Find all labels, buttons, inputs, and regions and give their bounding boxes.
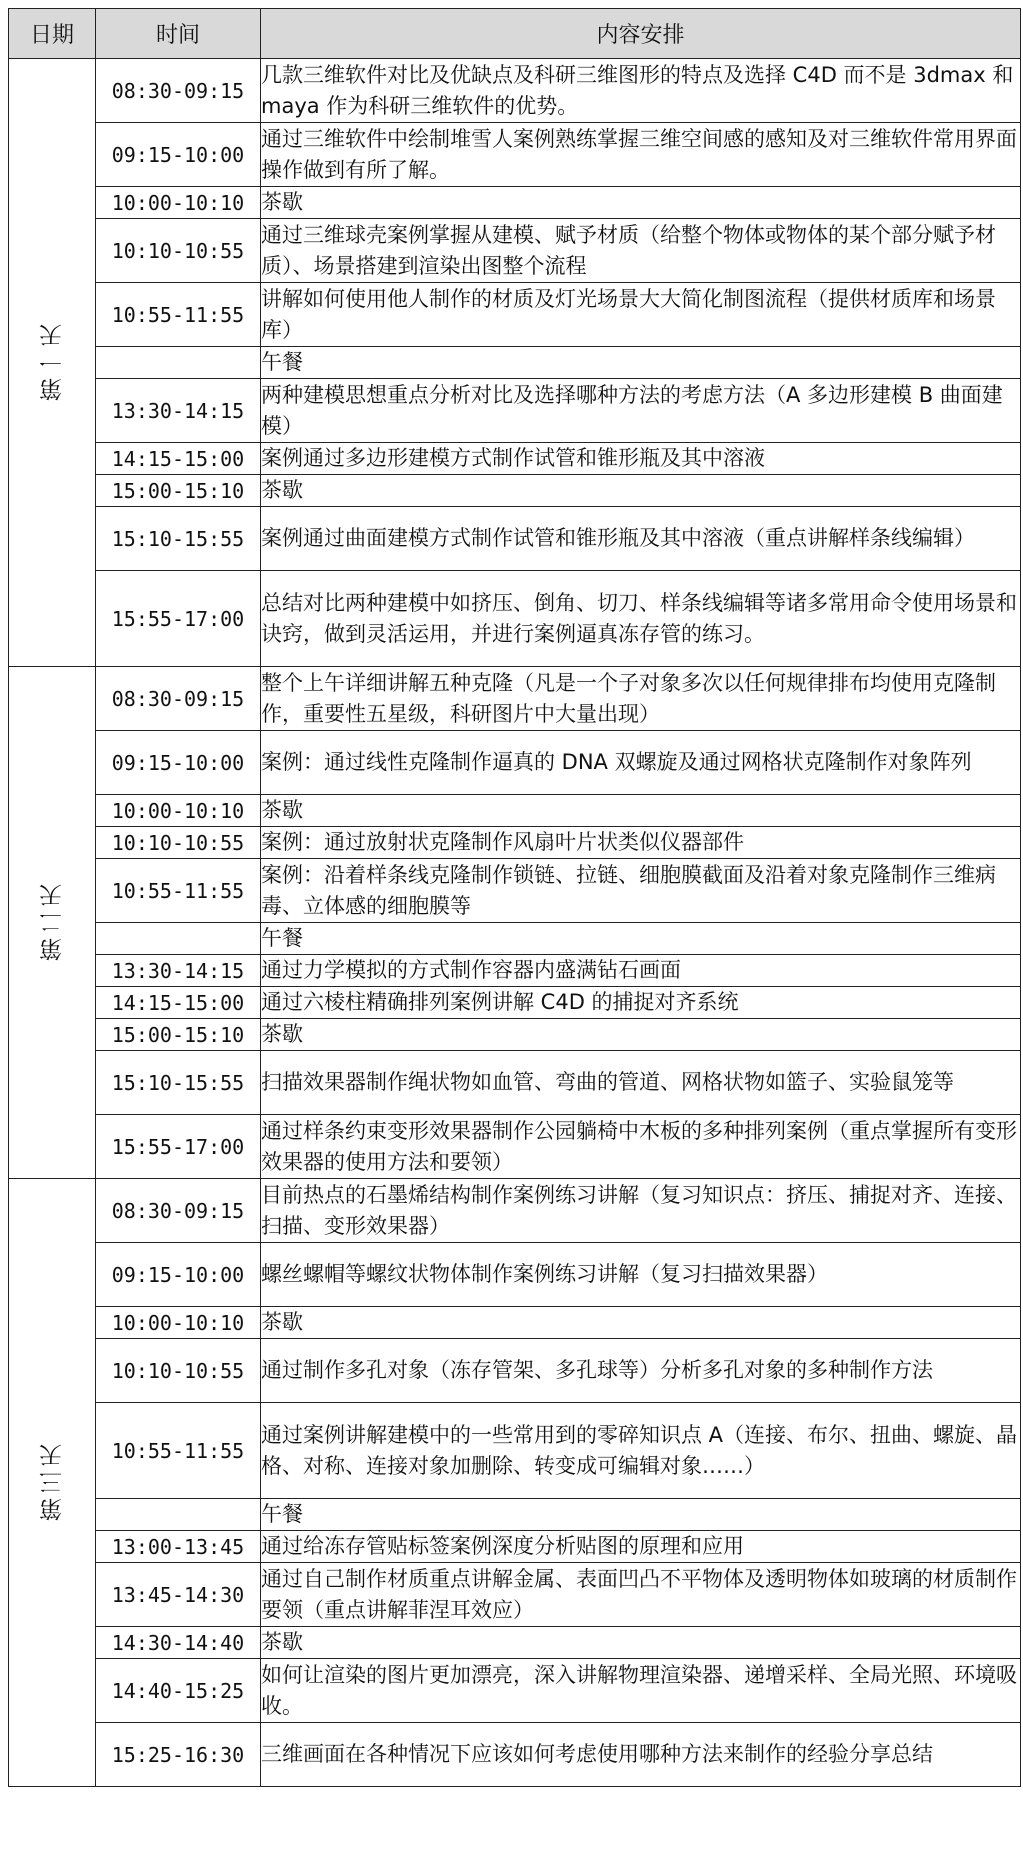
table-row: [9, 795, 1021, 827]
table-row: [9, 379, 1021, 443]
content-cell: [261, 1403, 1021, 1499]
table-row: [9, 1563, 1021, 1627]
time-cell: 10:55-11:55: [96, 859, 261, 923]
time-cell: 10:10-10:55: [96, 827, 261, 859]
table-row: [9, 923, 1021, 955]
content-text: 通过制作多孔对象（冻存管架、多孔球等）分析多孔对象的多种制作方法: [261, 1358, 933, 1382]
table-row: [9, 1659, 1021, 1723]
content-text: 通过力学模拟的方式制作容器内盛满钻石画面: [261, 958, 681, 982]
day-cell: [9, 667, 96, 1179]
content-cell: [261, 827, 1021, 859]
time-cell: 10:00-10:10: [96, 187, 261, 219]
table-row: [9, 1627, 1021, 1659]
day-label: 第一天: [39, 319, 66, 401]
content-text: 通过三维球壳案例掌握从建模、赋予材质（给整个物体或物体的某个部分赋予材质）、场景搭建到渲染出图整个流程: [261, 222, 996, 278]
content-text: 茶歇: [261, 798, 303, 822]
schedule-document: [8, 8, 1021, 1787]
content-cell: [261, 1115, 1021, 1179]
time-cell: 08:30-09:15: [96, 59, 261, 123]
table-row: [9, 1051, 1021, 1115]
content-cell: [261, 955, 1021, 987]
content-cell: [261, 1307, 1021, 1339]
time-cell: 14:40-15:25: [96, 1659, 261, 1723]
content-text: 两种建模思想重点分析对比及选择哪种方法的考虑方法（A 多边形建模 B 曲面建模）: [261, 382, 1003, 438]
time-cell: 13:30-14:15: [96, 955, 261, 987]
time-cell: [96, 347, 261, 379]
content-text: 案例通过多边形建模方式制作试管和锥形瓶及其中溶液: [261, 446, 765, 470]
content-cell: [261, 219, 1021, 283]
time-cell: 15:25-16:30: [96, 1723, 261, 1787]
content-text: 午餐: [261, 1502, 303, 1526]
table-row: [9, 1403, 1021, 1499]
content-text: 目前热点的石墨烯结构制作案例练习讲解（复习知识点：挤压、捕捉对齐、连接、扫描、变形效果器）: [261, 1182, 1017, 1238]
time-cell: 10:55-11:55: [96, 283, 261, 347]
table-row: [9, 1115, 1021, 1179]
time-cell: 13:45-14:30: [96, 1563, 261, 1627]
content-cell: [261, 795, 1021, 827]
time-cell: 08:30-09:15: [96, 1179, 261, 1243]
header-time: 时间: [96, 9, 261, 59]
day-cell: [9, 1179, 96, 1787]
time-cell: 13:00-13:45: [96, 1531, 261, 1563]
time-cell: 13:30-14:15: [96, 379, 261, 443]
content-text: 通过三维软件中绘制堆雪人案例熟练掌握三维空间感的感知及对三维软件常用界面操作做到有所了解。: [261, 126, 1017, 182]
content-cell: [261, 1179, 1021, 1243]
content-cell: [261, 123, 1021, 187]
time-cell: 10:10-10:55: [96, 1339, 261, 1403]
content-cell: [261, 1051, 1021, 1115]
table-row: [9, 219, 1021, 283]
time-cell: 09:15-10:00: [96, 123, 261, 187]
time-cell: 09:15-10:00: [96, 1243, 261, 1307]
header-content: 内容安排: [261, 9, 1021, 59]
table-row: [9, 859, 1021, 923]
content-cell: [261, 571, 1021, 667]
content-cell: [261, 59, 1021, 123]
content-cell: [261, 667, 1021, 731]
content-cell: [261, 475, 1021, 507]
content-text: 总结对比两种建模中如挤压、倒角、切刀、样条线编辑等诸多常用命令使用场景和诀窍，做到灵活运用，并进行案例逼真冻存管的练习。: [261, 590, 1017, 646]
day-label: 第二天: [39, 879, 66, 961]
content-cell: [261, 1019, 1021, 1051]
table-row: [9, 475, 1021, 507]
content-text: 午餐: [261, 350, 303, 374]
content-cell: [261, 1499, 1021, 1531]
content-cell: [261, 507, 1021, 571]
content-cell: [261, 1339, 1021, 1403]
content-text: 通过样条约束变形效果器制作公园躺椅中木板的多种排列案例（重点掌握所有变形效果器的使用方法和要领）: [261, 1118, 1017, 1174]
content-text: 茶歇: [261, 1630, 303, 1654]
time-cell: 10:00-10:10: [96, 1307, 261, 1339]
table-row: [9, 443, 1021, 475]
time-cell: 15:55-17:00: [96, 1115, 261, 1179]
table-row: [9, 571, 1021, 667]
content-cell: [261, 859, 1021, 923]
content-text: 茶歇: [261, 190, 303, 214]
content-cell: [261, 987, 1021, 1019]
table-row: [9, 347, 1021, 379]
header-date: 日期: [9, 9, 96, 59]
content-text: 通过六棱柱精确排列案例讲解 C4D 的捕捉对齐系统: [261, 990, 739, 1014]
time-cell: 15:10-15:55: [96, 507, 261, 571]
content-text: 讲解如何使用他人制作的材质及灯光场景大大简化制图流程（提供材质库和场景库）: [261, 286, 996, 342]
table-row: [9, 987, 1021, 1019]
table-row: [9, 187, 1021, 219]
table-row: [9, 667, 1021, 731]
time-cell: 14:15-15:00: [96, 443, 261, 475]
table-row: [9, 1723, 1021, 1787]
content-cell: [261, 1531, 1021, 1563]
time-cell: 14:15-15:00: [96, 987, 261, 1019]
content-cell: [261, 1723, 1021, 1787]
time-cell: 15:10-15:55: [96, 1051, 261, 1115]
content-text: 通过给冻存管贴标签案例深度分析贴图的原理和应用: [261, 1534, 744, 1558]
content-text: 案例通过曲面建模方式制作试管和锥形瓶及其中溶液（重点讲解样条线编辑）: [261, 526, 975, 550]
table-row: [9, 283, 1021, 347]
content-text: 茶歇: [261, 478, 303, 502]
time-cell: 15:55-17:00: [96, 571, 261, 667]
time-cell: 10:00-10:10: [96, 795, 261, 827]
content-cell: [261, 1659, 1021, 1723]
time-cell: 14:30-14:40: [96, 1627, 261, 1659]
content-text: 茶歇: [261, 1022, 303, 1046]
time-cell: 15:00-15:10: [96, 1019, 261, 1051]
content-cell: [261, 347, 1021, 379]
table-row: [9, 123, 1021, 187]
content-cell: [261, 443, 1021, 475]
table-row: [9, 1307, 1021, 1339]
time-cell: 10:55-11:55: [96, 1403, 261, 1499]
day-label: 第三天: [39, 1439, 66, 1521]
content-cell: [261, 283, 1021, 347]
content-cell: [261, 379, 1021, 443]
table-row: [9, 1019, 1021, 1051]
time-cell: 08:30-09:15: [96, 667, 261, 731]
content-text: 案例：沿着样条线克隆制作锁链、拉链、细胞膜截面及沿着对象克隆制作三维病毒、立体感的细胞膜等: [261, 862, 996, 918]
content-text: 茶歇: [261, 1310, 303, 1334]
content-text: 午餐: [261, 926, 303, 950]
content-cell: [261, 923, 1021, 955]
table-row: [9, 1339, 1021, 1403]
content-cell: [261, 1627, 1021, 1659]
content-cell: [261, 1243, 1021, 1307]
header-row: [9, 9, 1021, 59]
table-row: [9, 827, 1021, 859]
time-cell: 10:10-10:55: [96, 219, 261, 283]
content-text: 整个上午详细讲解五种克隆（凡是一个子对象多次以任何规律排布均使用克隆制作，重要性五星级，科研图片中大量出现）: [261, 670, 996, 726]
content-text: 案例：通过放射状克隆制作风扇叶片状类似仪器部件: [261, 830, 744, 854]
schedule-table: [8, 8, 1021, 1787]
content-cell: [261, 731, 1021, 795]
table-row: [9, 1179, 1021, 1243]
content-text: 几款三维软件对比及优缺点及科研三维图形的特点及选择 C4D 而不是 3dmax 和 maya 作为科研三维软件的优势。: [261, 62, 1014, 118]
schedule-body: [9, 59, 1021, 1787]
table-row: [9, 955, 1021, 987]
content-text: 案例：通过线性克隆制作逼真的 DNA 双螺旋及通过网格状克隆制作对象阵列: [261, 750, 972, 774]
table-row: [9, 59, 1021, 123]
content-cell: [261, 1563, 1021, 1627]
time-cell: [96, 923, 261, 955]
content-text: 三维画面在各种情况下应该如何考虑使用哪种方法来制作的经验分享总结: [261, 1742, 933, 1766]
day-cell: [9, 59, 96, 667]
content-cell: [261, 187, 1021, 219]
content-text: 螺丝螺帽等螺纹状物体制作案例练习讲解（复习扫描效果器）: [261, 1262, 828, 1286]
time-cell: 09:15-10:00: [96, 731, 261, 795]
content-text: 扫描效果器制作绳状物如血管、弯曲的管道、网格状物如篮子、实验鼠笼等: [261, 1070, 954, 1094]
table-row: [9, 507, 1021, 571]
content-text: 通过案例讲解建模中的一些常用到的零碎知识点 A（连接、布尔、扭曲、螺旋、晶格、对称、连接对象加删除、转变成可编辑对象……）: [261, 1422, 1018, 1478]
time-cell: 15:00-15:10: [96, 475, 261, 507]
content-text: 如何让渲染的图片更加漂亮，深入讲解物理渲染器、递增采样、全局光照、环境吸收。: [261, 1662, 1017, 1718]
content-text: 通过自己制作材质重点讲解金属、表面凹凸不平物体及透明物体如玻璃的材质制作要领（重点讲解菲涅耳效应）: [261, 1566, 1017, 1622]
time-cell: [96, 1499, 261, 1531]
table-row: [9, 1499, 1021, 1531]
table-row: [9, 1531, 1021, 1563]
table-row: [9, 1243, 1021, 1307]
table-row: [9, 731, 1021, 795]
